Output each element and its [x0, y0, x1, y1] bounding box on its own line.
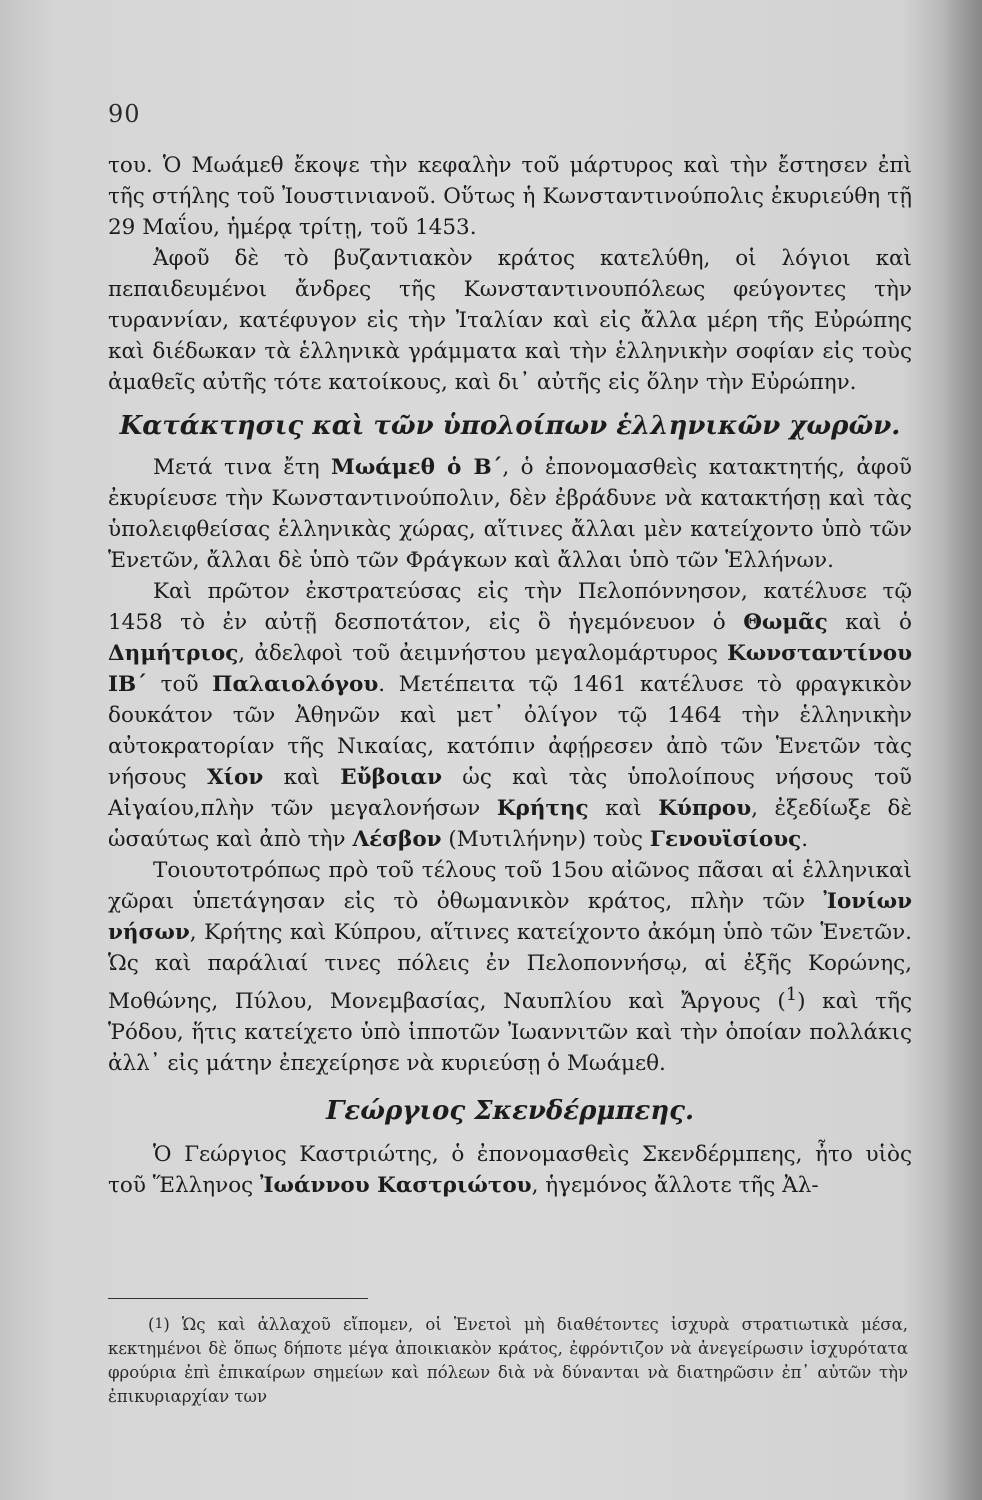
main-text: [108, 150, 912, 1201]
bold-name: Χίον: [206, 765, 264, 790]
paragraph-5: Τοιουτοτρόπως πρὸ τοῦ τέλους τοῦ 15ου αἰῶνος πᾶσαι αἱ ἑλληνικαὶ χῶραι ὑπετάγησαν εἰς τὸ ὀθωμανικὸν κράτος, πλὴν τῶν Ἰονίων νήσων, Κρήτης καὶ Κύπρου, αἵτινες κατείχοντο ἀκόμη ὑπὸ τῶν Ἑνετῶν. Ὡς καὶ παράλιαί τινες πόλεις ἐν Πελοποννήσῳ, αἱ ἐξῆς Κορώνης, Μοθώνης, Πύλου, Μονεμβασίας, Ναυπλίου καὶ Ἄργους ($^1$) καὶ τῆς Ῥόδου, ἥτις κατείχετο ὑπὸ ἱπποτῶν Ἰωαννιτῶν καὶ τὴν ὁποίαν πολλάκις ἀλλ᾽ εἰς μάτην ἐπεχείρησε νὰ κυριεύσῃ ὁ Μωάμεθ.: [108, 858, 912, 1077]
bold-name: Κύπρου: [658, 796, 752, 821]
bold-name: Ἰωάννου Καστριώτου: [260, 1173, 532, 1199]
footnote-mark: 1: [154, 1316, 164, 1332]
page-edge-shadow: [942, 0, 982, 1500]
footnote: [108, 1312, 908, 1409]
bold-name: Κωνσταντίνου ΙΒ΄: [108, 641, 912, 697]
bold-name: Λέσβον: [352, 827, 442, 852]
paragraph-2: Ἀφοῦ δὲ τὸ βυζαντιακὸν κράτος κατελύθη, οἱ λόγιοι καὶ πεπαιδευμένοι ἄνδρες τῆς Κωνσταντινουπόλεως φεύγοντες τὴν τυραννίαν, κατέφυγον εἰς τὴν Ἰταλίαν καὶ εἰς ἄλλα μέρη τῆς Εὐρώπης καὶ διέδωκαν τὰ ἑλληνικὰ γράμματα καὶ τὴν ἑλληνικὴν σοφίαν εἰς τοὺς ἀμαθεῖς αὐτῆς τότε κατοίκους, καὶ δι᾽ αὐτῆς εἰς ὅλην τὴν Εὐρώπην.: [108, 246, 912, 395]
paragraph-1: του. Ὁ Μωάμεθ ἔκοψε τὴν κεφαλὴν τοῦ μάρτυρος καὶ τὴν ἔστησεν ἐπὶ τῆς στήλης τοῦ Ἰουστινιανοῦ. Οὕτως ἡ Κωνσταντινούπολις ἐκυριεύθη τῇ 29 Μαΐου, ἡμέρᾳ τρίτῃ, τοῦ 1453.: [108, 153, 912, 240]
bold-name: Παλαιολόγου: [212, 672, 379, 697]
bold-name: Δημήτριος: [108, 641, 239, 666]
bold-name: Θωμᾶς: [743, 610, 828, 635]
section-heading-skanderbeg: Γεώργιος Σκενδέρμπεης.: [325, 1096, 695, 1127]
bold-name: Μωάμεθ ὁ Β΄: [331, 455, 503, 480]
footnote-divider: [108, 1298, 368, 1299]
paragraph-6: Ὁ Γεώργιος Καστριώτης, ὁ ἐπονομασθεὶς Σκενδέρμπεης, ἦτο υἱὸς τοῦ Ἕλληνος Ἰωάννου Καστριώτου, ἡγεμόνος ἄλλοτε τῆς Ἀλ-: [108, 1142, 912, 1199]
footnote-text: (1) Ὡς καὶ ἀλλαχοῦ εἴπομεν, οἱ Ἑνετοὶ μὴ διαθέτοντες ἰσχυρὰ στρατιωτικὰ μέσα, κεκτημένοι δὲ ὅπως δήποτε μέγα ἀποικιακὸν κράτος, ἐφρόντιζον νὰ ἀνεγείρωσιν ἰσχυρότατα φρούρια ἐπὶ ἐπικαίρων σημείων καὶ πόλεων διὰ νὰ δύνανται νὰ διατηρῶσιν ἐπ᾽ αὐτῶν τὴν ἐπικυριαρχίαν των: [108, 1315, 908, 1406]
paragraph-4: Καὶ πρῶτον ἐκστρατεύσας εἰς τὴν Πελοπόννησον, κατέλυσε τῷ 1458 τὸ ἐν αὐτῇ δεσποτάτον, εἰς ὃ ἡγεμόνευον ὁ Θωμᾶς καὶ ὁ Δημήτριος, ἀδελφοὶ τοῦ ἀειμνήστου μεγαλομάρτυρος Κωνσταντίνου ΙΒ΄ τοῦ Παλαιολόγου. Μετέπειτα τῷ 1461 κατέλυσε τὸ φραγκικὸν δουκάτον τῶν Ἀθηνῶν καὶ μετ᾽ ὀλίγον τῷ 1464 τὴν ἑλληνικὴν αὐτοκρατορίαν τῆς Νικαίας, κατόπιν ἀφῄρεσεν ἀπὸ τῶν Ἑνετῶν τὰς νήσους Χίον καὶ Εὔβοιαν ὡς καὶ τὰς ὑπολοίπους νήσους τοῦ Αἰγαίου,πλὴν τῶν μεγαλονήσων Κρήτης καὶ Κύπρου, ἐξεδίωξε δὲ ὡσαύτως καὶ ἀπὸ τὴν Λέσβον (Μυτιλήνην) τοὺς Γενουϊσίους.: [108, 579, 913, 852]
bold-name: Εὔβοιαν: [340, 765, 443, 790]
bold-name: Ἰονίων νήσων: [108, 889, 912, 945]
footnote-reference: 1: [785, 984, 798, 1005]
section-heading-conquest: Κατάκτησις καὶ τῶν ὑπολοίπων ἑλληνικῶν χωρῶν.: [119, 411, 901, 441]
paragraph-3: Μετά τινα ἔτη Μωάμεθ ὁ Β΄, ὁ ἐπονομασθεὶς κατακτητής, ἀφοῦ ἐκυρίευσε τὴν Κωνσταντινούπολιν, δὲν ἐβράδυνε νὰ κατακτήσῃ καὶ τὰς ὑπολειφθείσας ἑλληνικὰς χώρας, αἵτινες ἄλλαι μὲν κατείχοντο ὑπὸ τῶν Ἑνετῶν, ἄλλαι δὲ ὑπὸ τῶν Φράγκων καὶ ἄλλαι ὑπὸ τῶν Ἑλλήνων.: [108, 455, 912, 573]
bold-name: Κρήτης: [496, 796, 589, 821]
page-number: 90: [108, 100, 141, 128]
bold-name: Γενουϊσίους: [649, 827, 802, 852]
